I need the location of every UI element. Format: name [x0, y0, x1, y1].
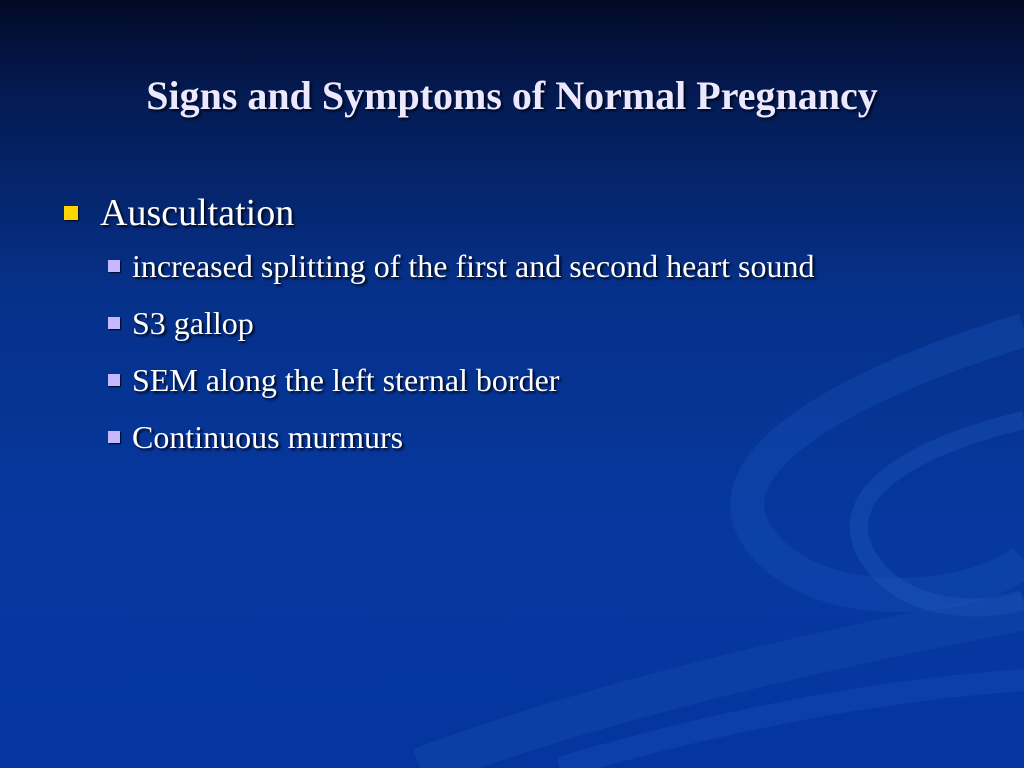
- sub-bullet-text: S3 gallop: [132, 305, 254, 341]
- sub-bullet-text: Continuous murmurs: [132, 419, 404, 455]
- sub-bullet-list: [100, 242, 962, 461]
- sub-bullet-item: [86, 299, 892, 347]
- sub-bullet-text: increased splitting of the first and second heart sound: [132, 248, 815, 284]
- square-bullet-icon: [108, 374, 120, 386]
- sub-bullet-item: [86, 356, 892, 404]
- sub-bullet-text: SEM along the left sternal border: [132, 362, 560, 398]
- bullet-item-auscultation: [62, 190, 962, 461]
- square-bullet-icon: [108, 260, 120, 272]
- bullet-list: [62, 190, 962, 470]
- sub-bullet-item: [86, 242, 892, 290]
- sub-bullet-item: [86, 413, 892, 461]
- square-bullet-icon: [108, 431, 120, 443]
- square-bullet-icon: [64, 206, 78, 220]
- bullet-text: Auscultation: [100, 192, 295, 234]
- square-bullet-icon: [108, 317, 120, 329]
- slide-title: Signs and Symptoms of Normal Pregnancy: [146, 73, 878, 118]
